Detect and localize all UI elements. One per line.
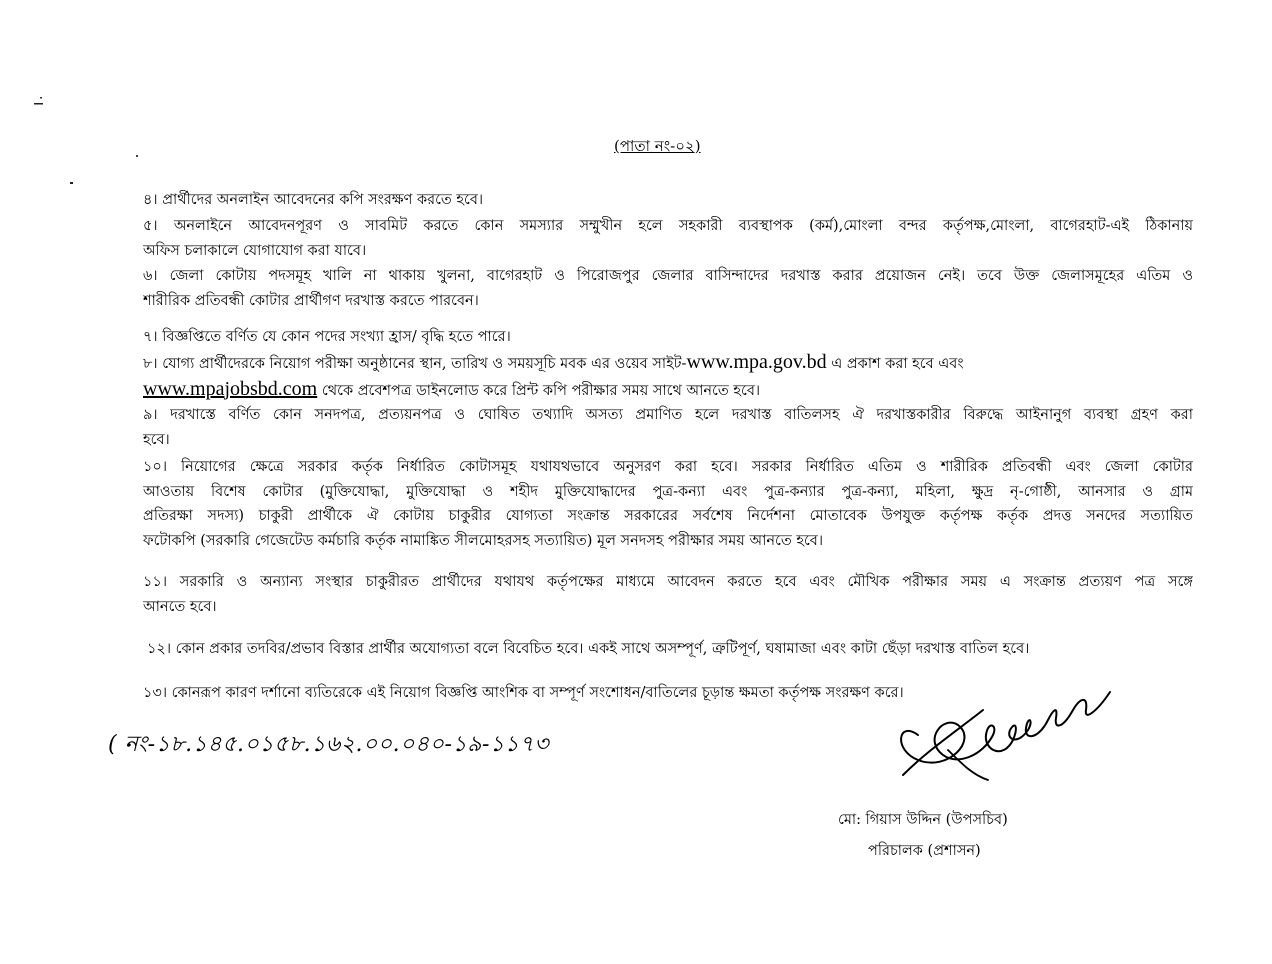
clause-11-line-2: আনতে হবে। xyxy=(143,598,217,615)
clause-11 xyxy=(143,570,1193,619)
clause-8-line-2 xyxy=(143,377,1193,404)
scan-specks xyxy=(0,0,200,200)
clause-5-line-1: ৫। অনলাইনে আবেদনপূরণ ও সাবমিট করতে কোন সমস্যার সম্মুখীন হলে সহকারী ব্যবস্থাপক (কর্ম),মোংলা বন্দর কর্তৃপক্ষ,মোংলা, বাগেরহাট-এই ঠিকানায় xyxy=(143,218,1193,234)
website-link-mpajobsbd[interactable]: www.mpajobsbd.com xyxy=(143,377,318,400)
clause-10-line-3: প্রতিরক্ষা সদস্য) চাকুরী প্রার্থীকে ঐ কোটায় চাকুরীর যোগ্যতা সংক্রান্ত সরকারের সর্বশেষ নির্দেশনা মোতাবেক উপযুক্ত কর্তৃপক্ষ কর্তৃক প্রদত্ত সনদের সত্যায়িত xyxy=(143,508,1193,524)
clause-8-text-a: ৮। যোগ্য প্রার্থীদেরকে নিয়োগ পরীক্ষা অনুষ্ঠানের স্থান, তারিখ ও সময়সূচি মবক এর ওয়েব সাইট- xyxy=(143,356,687,372)
clause-7-line-1: ৭। বিজ্ঞপ্তিতে বর্ণিত যে কোন পদের সংখ্যা হ্রাস/ বৃদ্ধি হতে পারে। xyxy=(143,329,511,345)
memo-bracket: ( xyxy=(108,732,125,757)
clause-5 xyxy=(143,214,1193,263)
website-link-mpa[interactable]: www.mpa.gov.bd xyxy=(686,351,827,373)
clause-4 xyxy=(143,188,1193,213)
clause-8 xyxy=(143,350,1193,403)
clause-13-line-1: ১৩। কোনরূপ কারণ দর্শানো ব্যতিরেকে এই নিয়োগ বিজ্ঞপ্তি আংশিক বা সম্পূর্ণ সংশোধন/বাতিলের চূড়ান্ত ক্ষমতা কর্তৃপক্ষ সংরক্ষণ করে। xyxy=(143,685,904,701)
clause-10 xyxy=(143,455,1193,553)
clause-9-line-1: ৯। দরখাস্তে বর্ণিত কোন সনদপত্র, প্রত্যয়নপত্র ও ঘোষিত তথ্যাদি অসত্য প্রমাণিত হলে দরখাস্ত বাতিলসহ ঐ দরখাস্তকারীর বিরুদ্ধে আইনানুগ ব্যবস্থা গ্রহণ করা xyxy=(143,407,1193,423)
clause-8-text-b: এ প্রকাশ করা হবে এবং xyxy=(826,356,964,372)
clause-6-line-1: ৬। জেলা কোটায় পদসমূহ খালি না থাকায় খুলনা, বাগেরহাট ও পিরোজপুর জেলার বাসিন্দাদের দরখাস্ত করার প্রয়োজন নেই। তবে উক্ত জেলাসমূহের এতিম ও xyxy=(143,268,1193,284)
signer-name: মো: গিয়াস উদ্দিন (উপসচিব) xyxy=(838,812,1008,828)
memo-number xyxy=(108,727,549,764)
clause-10-line-1: ১০। নিয়োগের ক্ষেত্রে সরকার কর্তৃক নির্ধারিত কোটাসমূহ যথাযথভাবে অনুসরণ করা হবে। সরকার নির্ধারিত এতিম ও শারীরিক প্রতিবন্ধী এবং জেলা কোটার xyxy=(143,459,1193,475)
clause-6-line-2: শারীরিক প্রতিবন্ধী কোটার প্রার্থীগণ দরখাস্ত করতে পারবেন। xyxy=(143,292,479,309)
clause-10-line-2: আওতায় বিশেষ কোটার (মুক্তিযোদ্ধা, মুক্তিযোদ্ধা ও শহীদ মুক্তিযোদ্ধাদের পুত্র-কন্যা এবং পুত্র-কন্যার পুত্র-কন্যা, মহিলা, ক্ষুদ্র নৃ-গোষ্ঠী, আনসার ও গ্রাম xyxy=(143,483,1193,500)
clause-8-line-1 xyxy=(143,350,1193,377)
clause-7 xyxy=(143,325,1193,350)
clause-12-line-1: ১২। কোন প্রকার তদবির/প্রভাব বিস্তার প্রার্থীর অযোগ্যতা বলে বিবেচিত হবে। একই সাথে অসম্পূর্ণ, ত্রুটিপূর্ণ, ঘষামাজা এবং কাটা ছেঁড়া দরখাস্ত বাতিল হবে। xyxy=(147,641,1030,657)
signer-title: পরিচালক (প্রশাসন) xyxy=(868,843,981,859)
memo-number-text: নং-১৮.১৪৫.০১৫৮.১৬২.০০.০৪০-১৯-১১৭৩ xyxy=(124,732,550,757)
page-number: (পাতা নং-০২) xyxy=(614,137,701,155)
signature xyxy=(888,680,1118,790)
clause-8-text-c: থেকে প্রবেশপত্র ডাইনলোড করে প্রিন্ট কপি পরীক্ষার সময় সাথে আনতে হবে। xyxy=(317,382,761,399)
clause-10-line-4: ফটোকপি (সরকারি গেজেটেড কর্মচারি কর্তৃক নামাঙ্কিত সীলমোহরসহ সত্যায়িত) মূল সনদসহ পরীক্ষার সময় আনতে হবে। xyxy=(143,532,824,549)
clause-12 xyxy=(147,637,1197,662)
clause-6 xyxy=(143,264,1193,313)
clause-9-line-2: হবে। xyxy=(143,431,170,448)
clause-9 xyxy=(143,403,1193,452)
clause-11-line-1: ১১। সরকারি ও অন্যান্য সংস্থার চাকুরীরত প্রার্থীদের যথাযথ কর্তৃপক্ষের মাধ্যমে আবেদন করতে হবে এবং মৌখিক পরীক্ষার সময় এ সংক্রান্ত প্রত্যয়ণ পত্র সঙ্গে xyxy=(143,574,1193,590)
clause-4-line-1: ৪। প্রার্থীদের অনলাইন আবেদনের কপি সংরক্ষণ করতে হবে। xyxy=(143,192,484,208)
clause-5-line-2: অফিস চলাকালে যোগাযোগ করা যাবে। xyxy=(143,242,367,259)
